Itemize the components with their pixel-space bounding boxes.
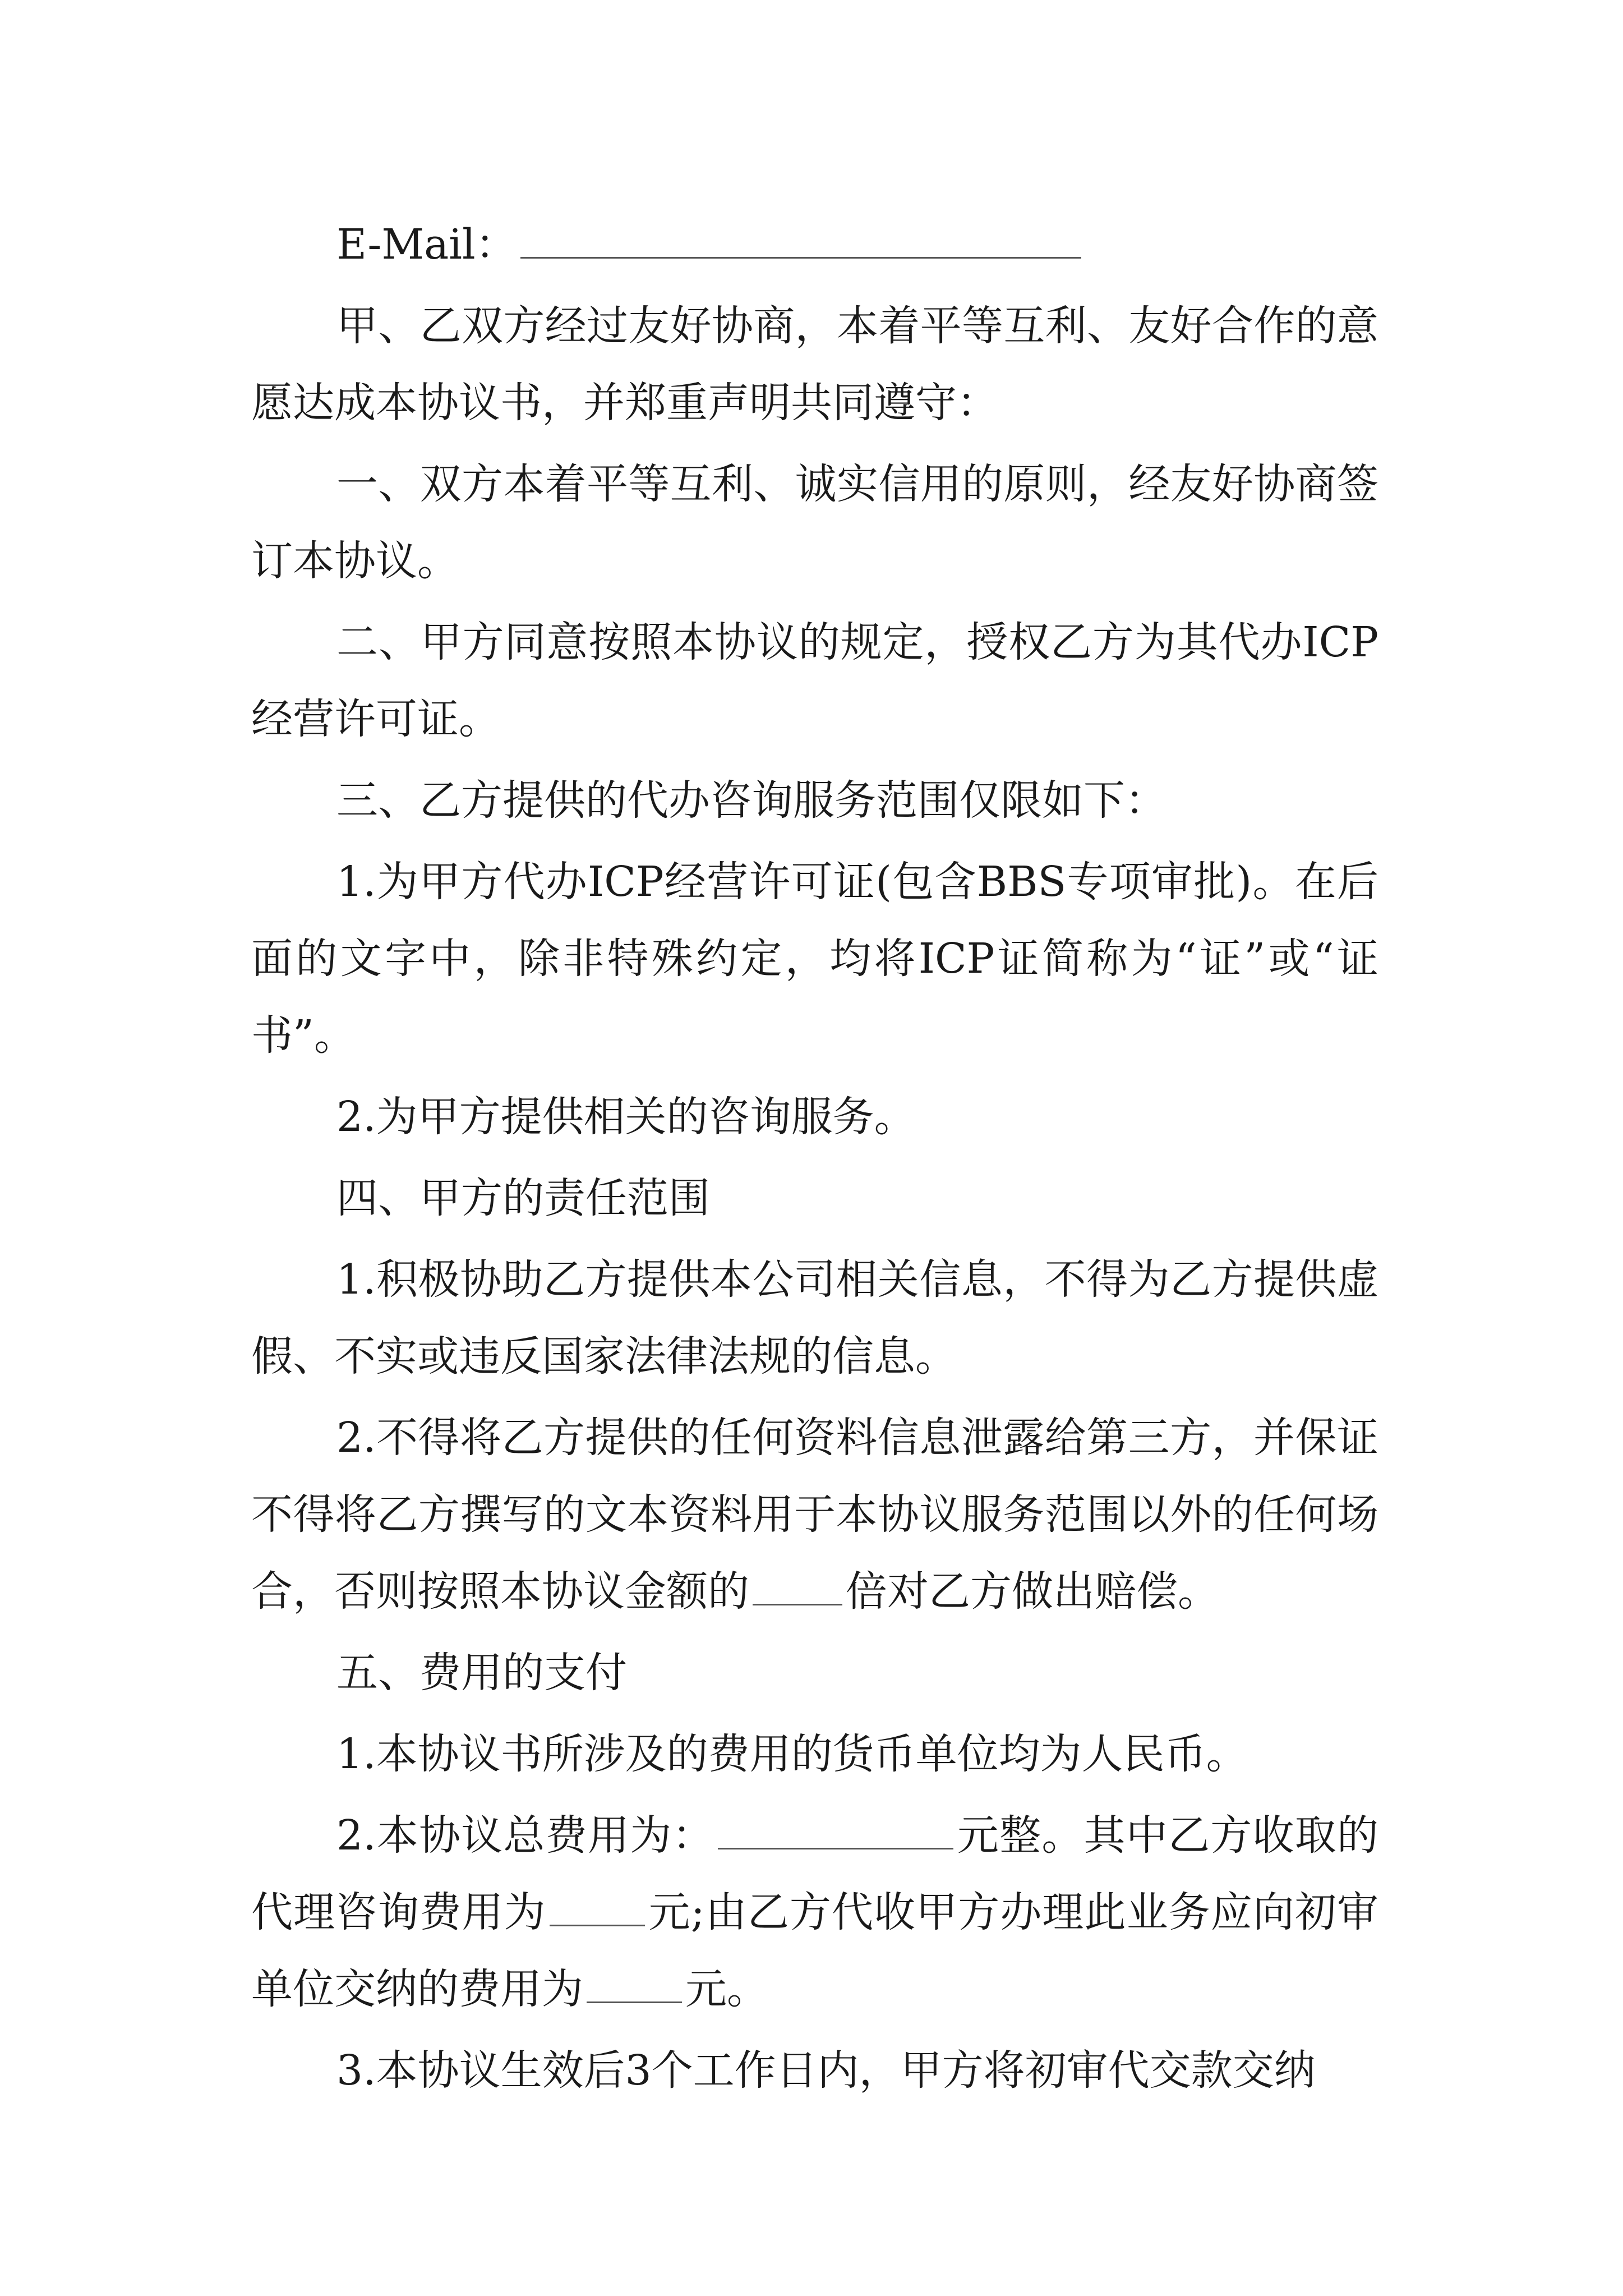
- clause-5-item-2: [251, 1797, 1378, 2028]
- email-label: E-Mail：: [336, 220, 517, 269]
- clause-4-heading: 四、甲方的责任范围: [336, 1174, 710, 1222]
- clause-5-item-2-part4: 元。: [685, 1965, 768, 2013]
- total-fee-blank: [718, 1814, 953, 1849]
- clause-5-item-2-part3: 元;由乙方代收甲方办理此业务应向初审单位交纳的费用为: [251, 1888, 1378, 2013]
- clause-3-item-1: 1.为甲方代办ICP经营许可证(包含BBS专项审批)。在后面的文字中，除非特殊约定，均将ICP证简称为“证”或“证书”。: [251, 858, 1378, 1060]
- clause-2: 二、甲方同意按照本协议的规定，授权乙方为其代办ICP经营许可证。: [251, 618, 1378, 743]
- clause-5-item-2-part2: 元整。其中乙方收取的代理咨询费用为: [251, 1811, 1378, 1936]
- multiplier-blank: [753, 1570, 842, 1605]
- clause-5-item-2-part1: 2.本协议总费用为：: [336, 1811, 714, 1860]
- clause-4-item-2: [251, 1400, 1378, 1630]
- clause-5-item-1: 1.本协议书所涉及的费用的货币单位均为人民币。: [336, 1730, 1248, 1778]
- clause-4-item-1: 1.积极协助乙方提供本公司相关信息，不得为乙方提供虚假、不实或违反国家法律法规的信息。: [251, 1255, 1378, 1381]
- review-fee-blank: [587, 1968, 682, 2003]
- email-line: [251, 206, 1378, 283]
- clause-5-heading: 五、费用的支付: [336, 1649, 627, 1697]
- clause-4-item-2-before: 2.不得将乙方提供的任何资料信息泄露给第三方，并保证不得将乙方撰写的文本资料用于本协议服务范围以外的任何场合，否则按照本协议金额的: [251, 1414, 1378, 1616]
- agency-fee-blank: [550, 1891, 645, 1926]
- clause-1: 一、双方本着平等互利、诚实信用的原则，经友好协商签订本协议。: [251, 460, 1378, 585]
- agreement-document: [251, 206, 1378, 2114]
- intro-paragraph: 甲、乙双方经过友好协商，本着平等互利、友好合作的意愿达成本协议书，并郑重声明共同遵守：: [251, 302, 1378, 427]
- clause-5-item-3: 3.本协议生效后3个工作日内，甲方将初审代交款交纳: [336, 2046, 1316, 2095]
- clause-3-item-2: 2.为甲方提供相关的咨询服务。: [336, 1093, 916, 1141]
- clause-4-item-2-after: 倍对乙方做出赔偿。: [846, 1567, 1219, 1616]
- email-blank: [520, 223, 1081, 259]
- clause-3-heading: 三、乙方提供的代办咨询服务范围仅限如下：: [336, 776, 1166, 825]
